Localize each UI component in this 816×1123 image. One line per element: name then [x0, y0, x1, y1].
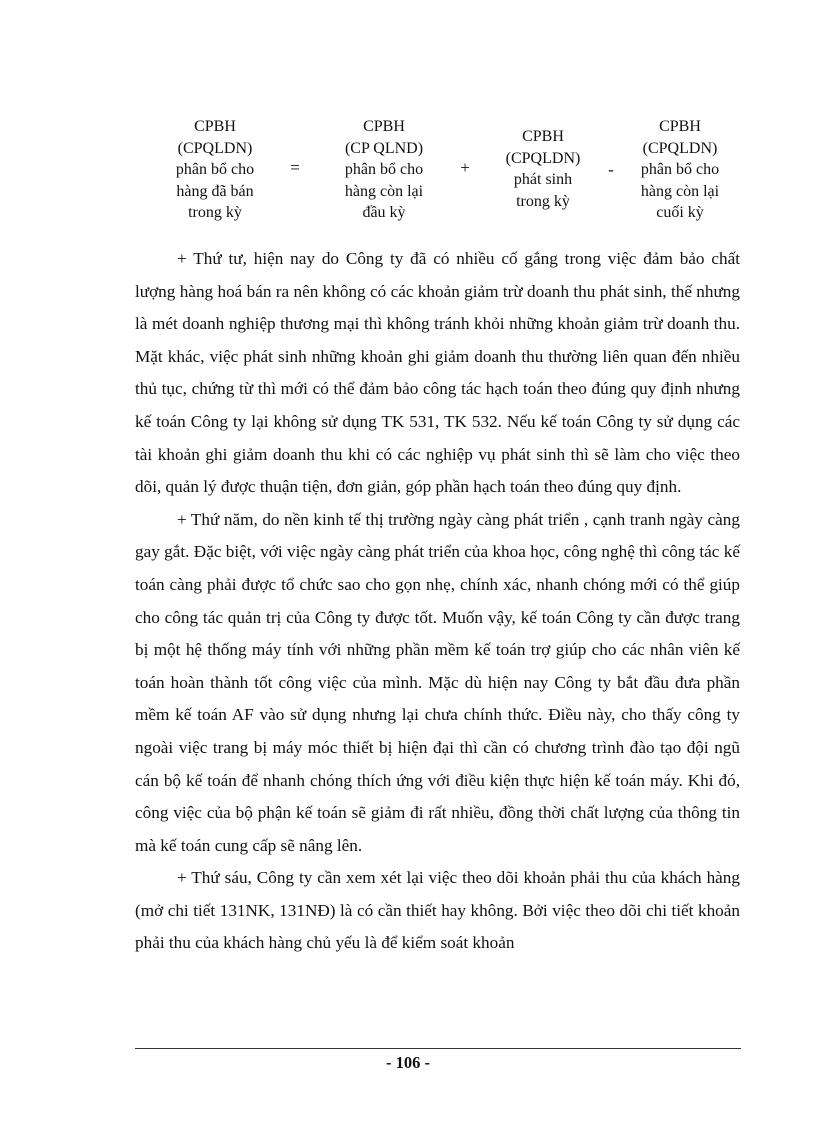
footer-rule	[135, 1048, 741, 1049]
body-text	[135, 243, 740, 960]
term-line: phân bổ cho	[640, 161, 720, 178]
minus-operator: -	[608, 160, 614, 179]
equals-operator: =	[290, 158, 300, 177]
term-line: phân bổ cho	[344, 161, 424, 178]
term-line: (CPQLDN)	[642, 139, 718, 157]
formula-term-incurred	[493, 126, 593, 212]
term-line: CPBH	[522, 128, 564, 145]
term-line: hàng còn lại	[344, 182, 424, 200]
term-line: cuối kỳ	[656, 204, 704, 221]
paragraph-sixth: + Thứ sáu, Công ty cần xem xét lại việc theo dõi khoản phải thu của khách hàng (mở chi tiết 131NK, 131NĐ) là có cần thiết hay không. Bởi việc theo dõi chi tiết khoản phải thu của khách hàng chủ yếu là để kiểm soát khoản	[135, 868, 740, 953]
term-line: (CP QLND)	[344, 139, 424, 157]
formula-term-opening-balance	[328, 116, 440, 224]
term-line: trong kỳ	[516, 192, 570, 210]
paragraph-fifth: + Thứ năm, do nền kinh tế thị trường ngày càng phát triển , cạnh tranh ngày càng gay gắt. Đặc biệt, với việc ngày càng phát triển của khoa học, công nghệ thì công tác kế toán càng phải được tổ chức sao cho gọn nhẹ, chính xác, nhanh chóng mới có thể giúp cho công tác quản trị của Công ty được tốt. Muốn vậy, kế toán Công ty cần được trang bị một hệ thống máy tính với những phần mềm kế toán trợ giúp cho các nhân viên kế toán hoàn thành tốt công việc của mình. Mặc dù hiện nay Công ty bắt đầu đưa phần mềm kế toán AF vào sử dụng nhưng lại chưa chính thức. Điều này, cho thấy công ty ngoài việc trang bị máy móc thiết bị hiện đại thì cần có chương trình đào tạo đội ngũ cán bộ kế toán để nhanh chóng thích ứng với điều kiện thực hiện kế toán máy. Khi đó, công việc của bộ phận kế toán sẽ giảm đi rất nhiều, đồng thời chất lượng của thông tin mà kế toán cung cấp sẽ nâng lên.	[135, 509, 740, 855]
term-line: hàng đã bán	[176, 182, 254, 200]
term-line: trong kỳ	[188, 204, 242, 221]
term-line: hàng còn lại	[640, 182, 720, 200]
term-line: (CPQLDN)	[505, 149, 581, 167]
formula-term-closing-balance	[625, 116, 735, 224]
paragraph-fourth: + Thứ tư, hiện nay do Công ty đã có nhiều cố gắng trong việc đảm bảo chất lượng hàng hoá bán ra nên không có các khoản giảm trừ doanh thu phát sinh, thế nhưng là mét doanh nghiệp thương mại thì không tránh khỏi những khoản giảm trừ doanh thu. Mặt khác, việc phát sinh những khoản ghi giảm doanh thu thường liên quan đến nhiều thủ tục, chứng từ thì mới có thể đảm bảo công tác hạch toán theo đúng quy định nhưng kế toán Công ty lại không sử dụng TK 531, TK 532. Nếu kế toán Công ty sử dụng các tài khoản ghi giảm doanh thu khi có các nghiệp vụ phát sinh thì sẽ làm cho việc theo dõi, quản lý được thuận tiện, đơn giản, góp phần hạch toán theo đúng quy định.	[135, 249, 740, 497]
term-line: CPBH	[363, 118, 405, 135]
page-number: - 106 -	[386, 1053, 430, 1072]
plus-operator: +	[460, 158, 470, 177]
term-line: (CPQLDN)	[177, 139, 253, 157]
term-line: CPBH	[659, 118, 701, 135]
allocation-formula	[135, 112, 745, 232]
term-line: phát sinh	[513, 171, 573, 188]
term-line: phân bổ cho	[175, 161, 255, 178]
term-line: đầu kỳ	[362, 204, 406, 221]
term-line: CPBH	[194, 118, 236, 135]
formula-term-allocated-sold	[155, 116, 275, 224]
